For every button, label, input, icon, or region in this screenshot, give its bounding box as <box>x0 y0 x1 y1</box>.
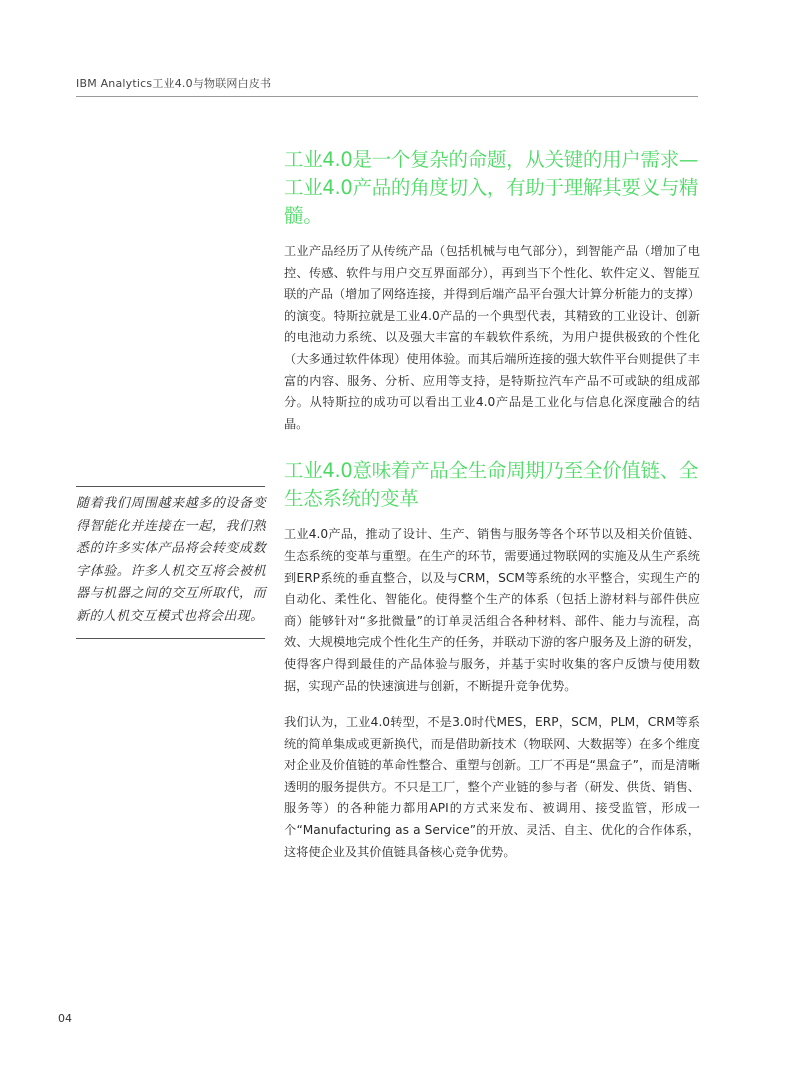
section-heading-2: 工业4.0意味着产品全生命周期乃至全价值链、全生态系统的变革 <box>284 459 699 511</box>
page-number: 04 <box>58 1012 72 1025</box>
main-column <box>284 146 700 878</box>
pull-quote-top-rule <box>76 486 265 487</box>
pull-quote <box>76 486 266 639</box>
pull-quote-bottom-rule <box>76 638 265 639</box>
section-2-paragraph-2: 我们认为，工业4.0转型，不是3.0时代MES，ERP，SCM，PLM，CRM等系统的简单集成或更新换代，而是借助新技术（物联网、大数据等）在多个维度对企业及价值链的革命性整合、重塑与创新。工厂不再是“黑盒子”，而是清晰透明的服务提供方。不只是工厂，整个产业链的参与者（研发、供货、销售、服务等）的各种能力都用API的方式来发布、被调用、接受监管，形成一个“Manufacturing as a Service”的开放、灵活、自主、优化的合作体系，这将使企业及其价值链具备核心竞争优势。 <box>284 715 700 859</box>
header-divider <box>76 96 698 97</box>
section-2-paragraph-1: 工业4.0产品，推动了设计、生产、销售与服务等各个环节以及相关价值链、生态系统的变革与重塑。在生产的环节，需要通过物联网的实施及从生产系统到ERP系统的垂直整合，以及与CRM，SCM等系统的水平整合，实现生产的自动化、柔性化、智能化。使得整个生产的体系（包括上游材料与部件供应商）能够针对“多批微量”的订单灵活组合各种材料、部件、能力与流程，高效、大规模地完成个性化生产的任务，并联动下游的客户服务及上游的研发，使得客户得到最佳的产品体验与服务，并基于实时收集的客户反馈与使用数据，实现产品的快速演进与创新，不断提升竞争优势。 <box>284 527 700 693</box>
pull-quote-text: 随着我们周围越来越多的设备变得智能化并连接在一起，我们熟悉的许多实体产品将会转变成数字体验。许多人机交互将会被机器与机器之间的交互所取代，而新的人机交互模式也将会出现。 <box>76 496 266 624</box>
section-heading-1: 工业4.0是一个复杂的命题，从关键的用户需求—工业4.0产品的角度切入，有助于理解其要义与精髓。 <box>284 148 699 227</box>
section-1-paragraph-1: 工业产品经历了从传统产品（包括机械与电气部分），到智能产品（增加了电控、传感、软件与用户交互界面部分），再到当下个性化、软件定义、智能互联的产品（增加了网络连接，并得到后端产品平台强大计算分析能力的支撑）的演变。特斯拉就是工业4.0产品的一个典型代表，其精致的工业设计、创新的电池动力系统、以及强大丰富的车载软件系统，为用户提供极致的个性化（大多通过软件体现）使用体验。而其后端所连接的强大软件平台则提供了丰富的内容、服务、分析、应用等支持，是特斯拉汽车产品不可或缺的组成部分。从特斯拉的成功可以看出工业4.0产品是工业化与信息化深度融合的结晶。 <box>284 244 700 431</box>
running-header: IBM Analytics工业4.0与物联网白皮书 <box>76 77 272 90</box>
